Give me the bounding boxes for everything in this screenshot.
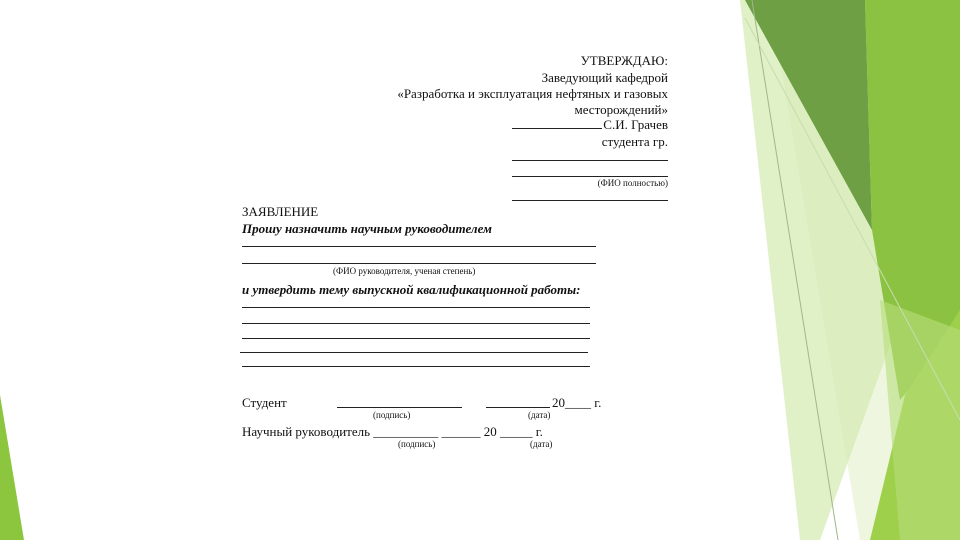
topic-line-5 <box>242 366 590 367</box>
approval-signature-line <box>512 128 602 129</box>
approval-department-line2: месторождений» <box>574 102 668 117</box>
approval-department-line1: «Разработка и эксплуатация нефтяных и газовых <box>397 86 668 101</box>
supervisor-signature-caption: (подпись) <box>398 439 436 449</box>
student-date-line <box>486 407 550 408</box>
topic-line-4 <box>240 352 588 353</box>
fio-caption: (ФИО полностью) <box>597 178 668 188</box>
approval-position: Заведующий кафедрой <box>541 70 668 85</box>
student-group-label: студента гр. <box>601 134 668 149</box>
topic-line-3 <box>242 338 590 339</box>
topic-line-2 <box>242 323 590 324</box>
supervisor-caption: (ФИО руководителя, ученая степень) <box>333 266 476 276</box>
student-date-caption: (дата) <box>528 410 551 420</box>
document-title: ЗАЯВЛЕНИЕ <box>242 204 319 219</box>
approval-header: УТВЕРЖДАЮ: <box>580 53 668 68</box>
student-name-line-1 <box>512 160 668 161</box>
student-date: 20____ г. <box>552 395 602 410</box>
request-topic-text: и утвердить тему выпускной квалификационной работы: <box>242 282 581 297</box>
student-signature-line <box>337 407 462 408</box>
supervisor-line-1 <box>242 246 596 247</box>
supervisor-date-caption: (дата) <box>530 439 553 449</box>
student-signature-caption: (подпись) <box>373 410 411 420</box>
student-name-line-2 <box>512 176 668 177</box>
request-supervisor-text: Прошу назначить научным руководителем <box>242 221 492 236</box>
supervisor-line-2 <box>242 263 596 264</box>
student-label: Студент <box>242 395 287 410</box>
topic-line-1 <box>242 307 590 308</box>
supervisor-signature-row: Научный руководитель __________ ______ 20 _____ г. <box>242 424 543 439</box>
student-name-line-3 <box>512 200 668 201</box>
approval-signature-name: С.И. Грачев <box>603 117 668 132</box>
